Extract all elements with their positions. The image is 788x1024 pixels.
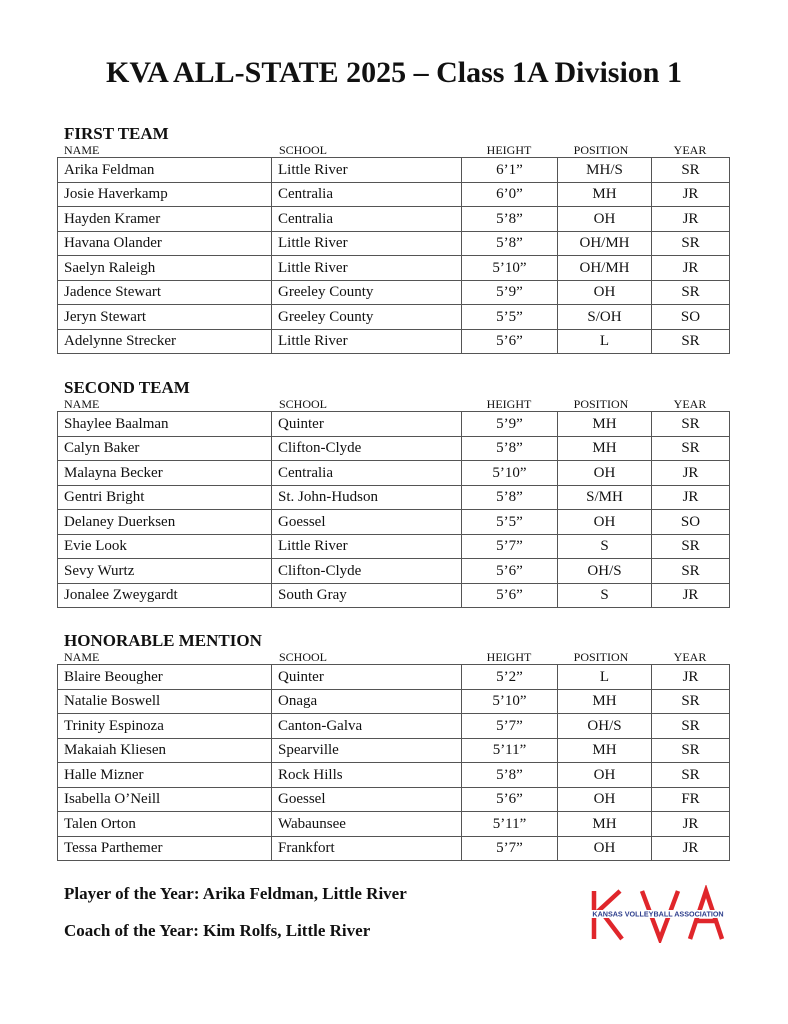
school-name: Onaga xyxy=(272,689,462,714)
table-row xyxy=(58,329,730,354)
player-position: MH xyxy=(558,412,652,437)
player-name: Arika Feldman xyxy=(58,158,272,183)
player-year: JR xyxy=(652,665,730,690)
player-position: OH xyxy=(558,207,652,232)
roster-table xyxy=(57,411,730,608)
table-row xyxy=(58,436,730,461)
column-header xyxy=(57,398,729,411)
player-name: Malayna Becker xyxy=(58,461,272,486)
kva-logo xyxy=(588,885,728,943)
player-position: OH xyxy=(558,461,652,486)
player-height: 5’6” xyxy=(462,329,558,354)
player-position: MH xyxy=(558,182,652,207)
school-name: Canton-Galva xyxy=(272,714,462,739)
player-height: 5’9” xyxy=(462,412,558,437)
table-row xyxy=(58,305,730,330)
school-name: Centralia xyxy=(272,207,462,232)
page-title: KVA ALL-STATE 2025 – Class 1A Division 1 xyxy=(106,56,682,89)
player-name: Saelyn Raleigh xyxy=(58,256,272,281)
player-height: 5’8” xyxy=(462,485,558,510)
player-name: Josie Haverkamp xyxy=(58,182,272,207)
col-position: POSITION xyxy=(573,143,629,157)
player-year: FR xyxy=(652,787,730,812)
player-height: 5’7” xyxy=(462,836,558,861)
player-height: 5’10” xyxy=(462,689,558,714)
player-height: 5’9” xyxy=(462,280,558,305)
col-name: NAME xyxy=(64,397,100,411)
col-position: POSITION xyxy=(573,650,629,664)
player-height: 5’7” xyxy=(462,714,558,739)
school-name: Clifton-Clyde xyxy=(272,559,462,584)
player-position: L xyxy=(558,665,652,690)
table-row xyxy=(58,158,730,183)
col-year: YEAR xyxy=(673,143,707,157)
player-name: Natalie Boswell xyxy=(58,689,272,714)
player-position: OH xyxy=(558,280,652,305)
first-team-section xyxy=(57,124,729,354)
school-name: Little River xyxy=(272,256,462,281)
player-name: Tessa Parthemer xyxy=(58,836,272,861)
player-name: Isabella O’Neill xyxy=(58,787,272,812)
table-row xyxy=(58,689,730,714)
second-team-section xyxy=(57,378,729,608)
roster-table xyxy=(57,157,730,354)
player-position: MH xyxy=(558,812,652,837)
player-position: MH/S xyxy=(558,158,652,183)
player-height: 5’6” xyxy=(462,787,558,812)
player-year: JR xyxy=(652,207,730,232)
player-name: Halle Mizner xyxy=(58,763,272,788)
player-name: Talen Orton xyxy=(58,812,272,837)
player-name: Shaylee Baalman xyxy=(58,412,272,437)
col-name: NAME xyxy=(64,650,100,664)
player-position: MH xyxy=(558,689,652,714)
school-name: South Gray xyxy=(272,583,462,608)
school-name: Goessel xyxy=(272,787,462,812)
player-height: 6’0” xyxy=(462,182,558,207)
player-position: OH/MH xyxy=(558,256,652,281)
table-row xyxy=(58,812,730,837)
player-of-the-year: Player of the Year: Arika Feldman, Little River xyxy=(64,884,407,903)
player-height: 5’8” xyxy=(462,231,558,256)
player-year: SR xyxy=(652,763,730,788)
column-header xyxy=(57,144,729,157)
honorable-mention-section xyxy=(57,631,729,861)
player-position: OH xyxy=(558,763,652,788)
player-name: Adelynne Strecker xyxy=(58,329,272,354)
player-year: JR xyxy=(652,812,730,837)
player-position: MH xyxy=(558,738,652,763)
school-name: Rock Hills xyxy=(272,763,462,788)
table-row xyxy=(58,559,730,584)
table-row xyxy=(58,836,730,861)
player-name: Evie Look xyxy=(58,534,272,559)
player-year: SR xyxy=(652,738,730,763)
school-name: Little River xyxy=(272,158,462,183)
player-height: 5’5” xyxy=(462,305,558,330)
player-year: JR xyxy=(652,182,730,207)
col-name: NAME xyxy=(64,143,100,157)
table-row xyxy=(58,714,730,739)
player-position: OH/MH xyxy=(558,231,652,256)
player-position: OH/S xyxy=(558,559,652,584)
col-school: SCHOOL xyxy=(279,143,328,157)
player-year: SR xyxy=(652,158,730,183)
player-name: Trinity Espinoza xyxy=(58,714,272,739)
player-year: SR xyxy=(652,280,730,305)
col-height: HEIGHT xyxy=(486,650,532,664)
player-year: SR xyxy=(652,534,730,559)
school-name: Greeley County xyxy=(272,305,462,330)
school-name: Clifton-Clyde xyxy=(272,436,462,461)
col-height: HEIGHT xyxy=(486,143,532,157)
col-position: POSITION xyxy=(573,397,629,411)
player-name: Makaiah Kliesen xyxy=(58,738,272,763)
player-year: SR xyxy=(652,689,730,714)
school-name: Little River xyxy=(272,534,462,559)
table-row xyxy=(58,231,730,256)
col-school: SCHOOL xyxy=(279,650,328,664)
player-position: OH xyxy=(558,836,652,861)
player-height: 5’7” xyxy=(462,534,558,559)
player-name: Jonalee Zweygardt xyxy=(58,583,272,608)
player-height: 5’8” xyxy=(462,207,558,232)
table-row xyxy=(58,461,730,486)
school-name: Little River xyxy=(272,329,462,354)
coach-of-the-year: Coach of the Year: Kim Rolfs, Little River xyxy=(64,921,371,940)
player-height: 6’1” xyxy=(462,158,558,183)
player-name: Hayden Kramer xyxy=(58,207,272,232)
player-name: Delaney Duerksen xyxy=(58,510,272,535)
player-year: JR xyxy=(652,583,730,608)
player-year: JR xyxy=(652,836,730,861)
col-year: YEAR xyxy=(673,650,707,664)
school-name: St. John-Hudson xyxy=(272,485,462,510)
player-position: S xyxy=(558,583,652,608)
player-position: S xyxy=(558,534,652,559)
player-name: Havana Olander xyxy=(58,231,272,256)
player-name: Jadence Stewart xyxy=(58,280,272,305)
table-row xyxy=(58,412,730,437)
player-position: S/MH xyxy=(558,485,652,510)
player-year: SR xyxy=(652,412,730,437)
school-name: Greeley County xyxy=(272,280,462,305)
table-row xyxy=(58,738,730,763)
table-row xyxy=(58,534,730,559)
table-row xyxy=(58,207,730,232)
col-school: SCHOOL xyxy=(279,397,328,411)
table-row xyxy=(58,182,730,207)
school-name: Quinter xyxy=(272,665,462,690)
roster-table xyxy=(57,664,730,861)
player-position: OH/S xyxy=(558,714,652,739)
school-name: Goessel xyxy=(272,510,462,535)
player-name: Calyn Baker xyxy=(58,436,272,461)
player-height: 5’10” xyxy=(462,461,558,486)
column-header xyxy=(57,651,729,664)
player-name: Blaire Beougher xyxy=(58,665,272,690)
school-name: Centralia xyxy=(272,461,462,486)
section-title: FIRST TEAM xyxy=(64,124,169,143)
player-year: JR xyxy=(652,485,730,510)
table-row xyxy=(58,485,730,510)
player-name: Gentri Bright xyxy=(58,485,272,510)
player-height: 5’2” xyxy=(462,665,558,690)
player-year: SR xyxy=(652,231,730,256)
col-year: YEAR xyxy=(673,397,707,411)
player-position: L xyxy=(558,329,652,354)
school-name: Frankfort xyxy=(272,836,462,861)
table-row xyxy=(58,763,730,788)
player-year: SO xyxy=(652,305,730,330)
player-height: 5’5” xyxy=(462,510,558,535)
player-year: SR xyxy=(652,436,730,461)
player-position: MH xyxy=(558,436,652,461)
table-row xyxy=(58,510,730,535)
section-title: HONORABLE MENTION xyxy=(64,631,262,650)
player-height: 5’8” xyxy=(462,436,558,461)
school-name: Little River xyxy=(272,231,462,256)
player-year: JR xyxy=(652,461,730,486)
section-title: SECOND TEAM xyxy=(64,378,190,397)
player-name: Jeryn Stewart xyxy=(58,305,272,330)
player-height: 5’11” xyxy=(462,812,558,837)
player-year: SR xyxy=(652,714,730,739)
table-row xyxy=(58,665,730,690)
player-year: SR xyxy=(652,559,730,584)
school-name: Spearville xyxy=(272,738,462,763)
player-position: OH xyxy=(558,510,652,535)
player-height: 5’6” xyxy=(462,583,558,608)
school-name: Quinter xyxy=(272,412,462,437)
table-row xyxy=(58,583,730,608)
player-year: SR xyxy=(652,329,730,354)
player-year: SO xyxy=(652,510,730,535)
player-height: 5’10” xyxy=(462,256,558,281)
school-name: Wabaunsee xyxy=(272,812,462,837)
school-name: Centralia xyxy=(272,182,462,207)
logo-tagline: KANSAS VOLLEYBALL ASSOCIATION xyxy=(592,909,724,919)
player-height: 5’8” xyxy=(462,763,558,788)
player-year: JR xyxy=(652,256,730,281)
player-height: 5’11” xyxy=(462,738,558,763)
player-position: S/OH xyxy=(558,305,652,330)
player-height: 5’6” xyxy=(462,559,558,584)
player-position: OH xyxy=(558,787,652,812)
table-row xyxy=(58,280,730,305)
table-row xyxy=(58,787,730,812)
col-height: HEIGHT xyxy=(486,397,532,411)
table-row xyxy=(58,256,730,281)
player-name: Sevy Wurtz xyxy=(58,559,272,584)
